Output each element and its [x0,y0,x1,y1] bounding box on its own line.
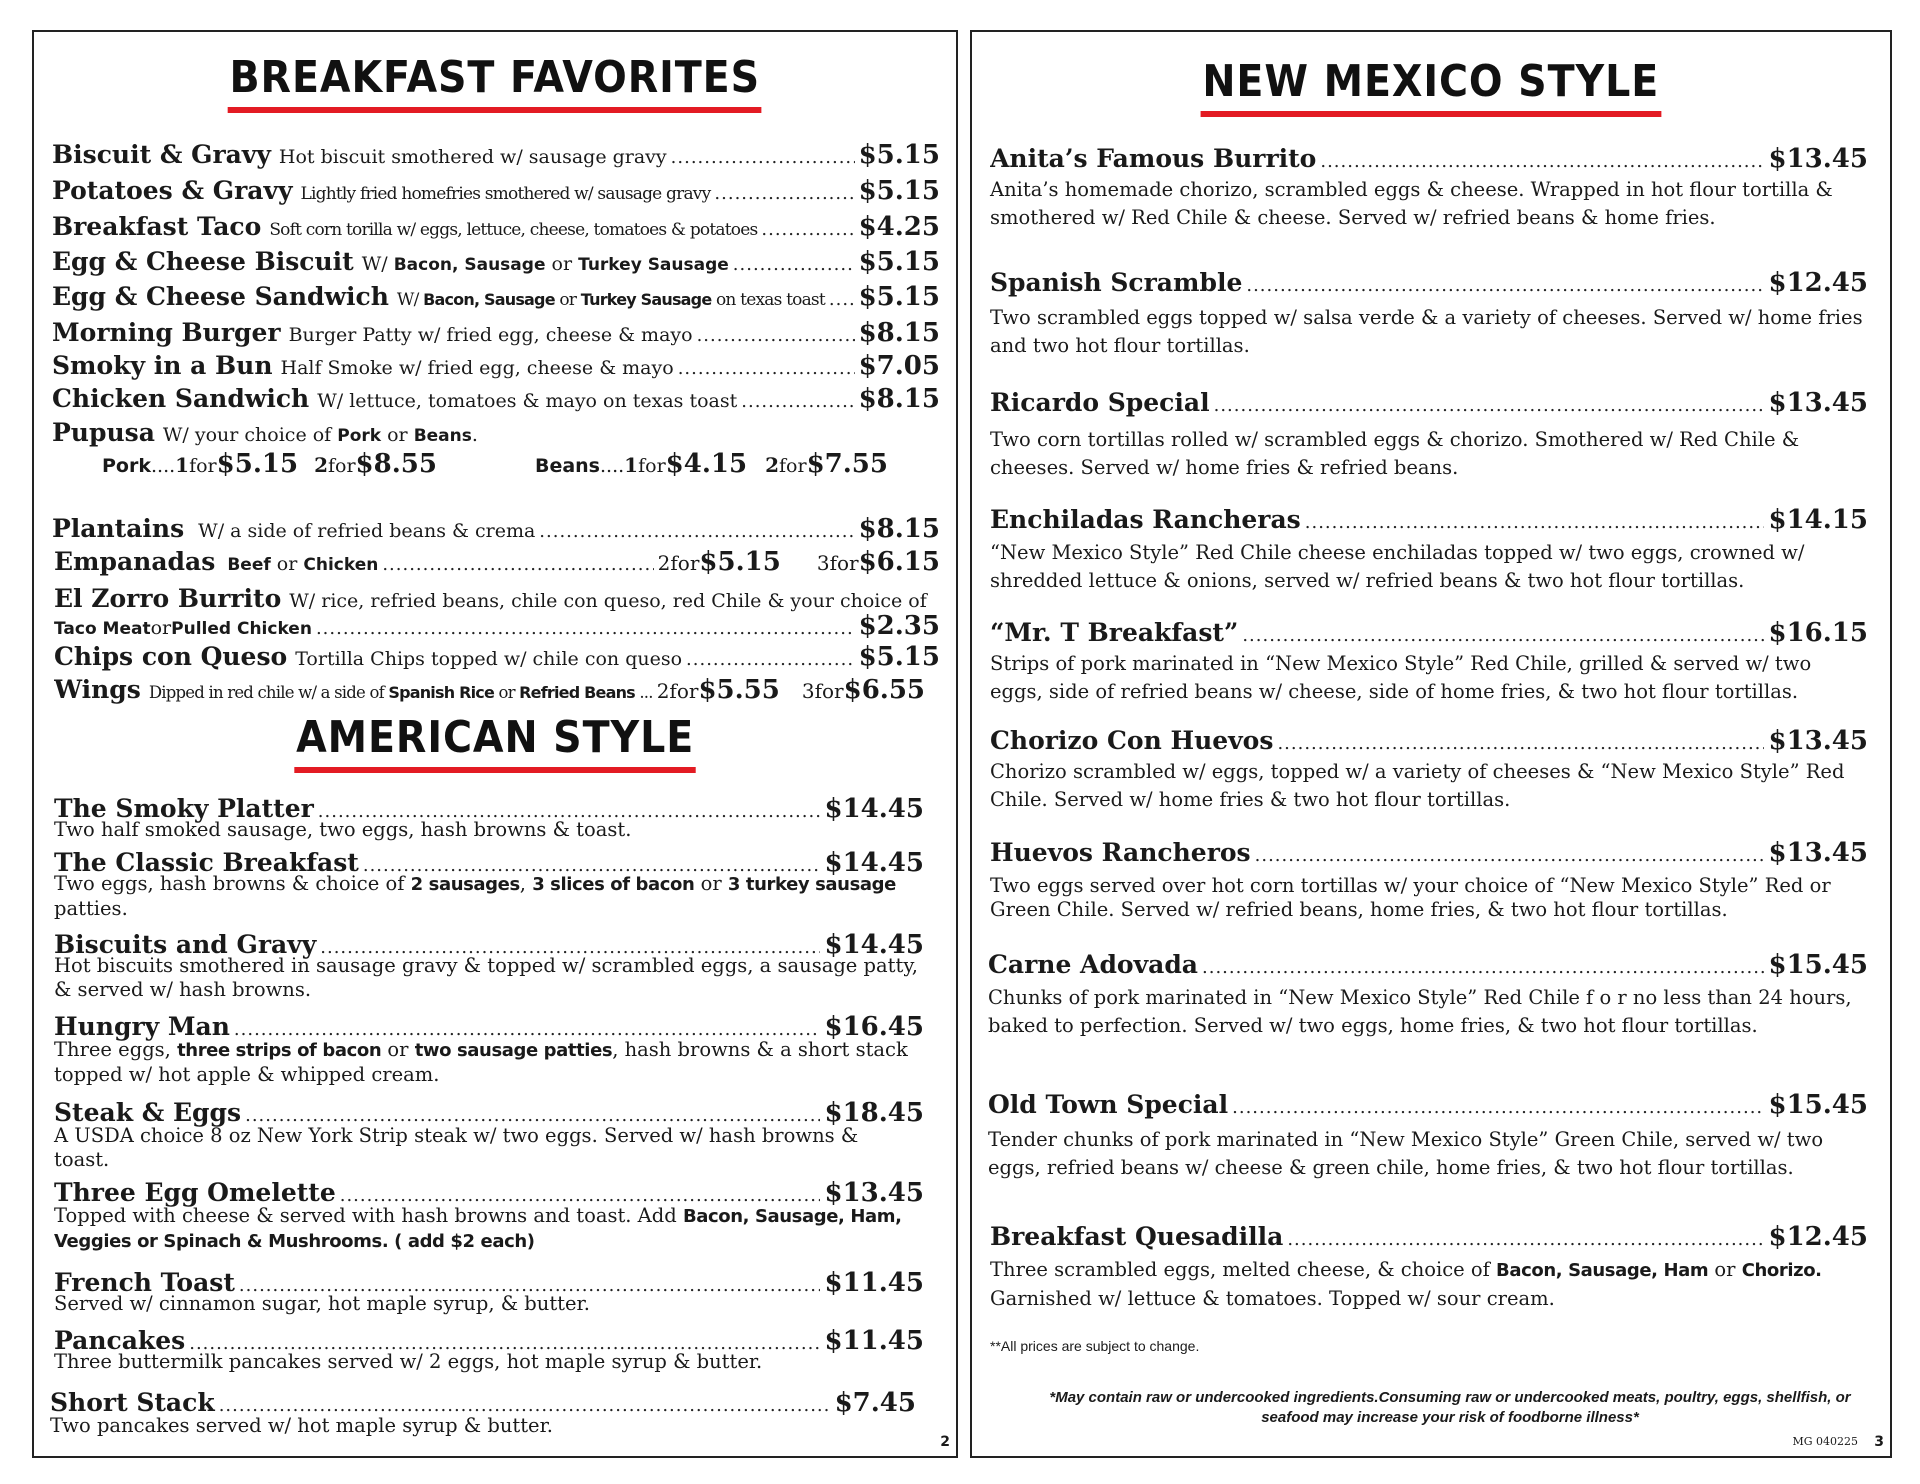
new-mexico-heading-wrap [972,56,1890,117]
item-price: $13.45 [1768,726,1868,756]
item-detail: Three eggs, three strips of bacon or two sausage patties, hash browns & a short stack topped w/ hot apple & whipped cream. [54,1038,908,1086]
leader-dots [382,554,653,575]
item-desc: Soft corn torilla w/ eggs, lettuce, cheese, tomatoes & potatoes [269,220,758,240]
item-name: Chips con Queso [54,642,288,671]
item-desc: W/ lettuce, tomatoes & mayo on texas toast [317,390,738,412]
item-detail: Anita’s homemade chorizo, scrambled eggs & cheese. Wrapped in hot flour tortilla & smothered w/ Red Chile & cheese. Served w/ refried beans & home fries. [990,178,1833,229]
item-name: “Mr. T Breakfast” [990,618,1239,647]
leader-dots [714,183,854,204]
item-price: $8.15 [858,318,940,348]
item-name: Plantains [52,514,185,543]
item-price: $14.45 [824,848,924,878]
item-name: Spanish Scramble [990,268,1243,297]
item-name: Morning Burger [52,318,281,347]
item-price: $8.15 [858,514,940,544]
item-price: $5.15 [858,140,940,170]
menu-item [990,388,1868,482]
american-style-heading: AMERICAN STYLE [294,712,696,773]
item-price: $13.45 [1768,388,1868,418]
item-name: Biscuits and Gravy [54,930,317,959]
menu-item [54,642,940,672]
item-name: El Zorro Burrito [54,584,282,613]
item-name: Pupusa [52,418,155,447]
leader-dots [316,618,855,639]
item-price: $18.45 [824,1098,924,1128]
page-number: 3 [1874,1434,1884,1450]
leader-dots [733,254,855,275]
item-name: Egg & Cheese Biscuit [52,247,354,276]
leader-dots [1242,625,1764,646]
item-detail: Two half smoked sausage, two eggs, hash browns & toast. [54,818,632,841]
beans-price-1: $4.15 [665,449,748,479]
item-name: Ricardo Special [990,388,1210,417]
item-price: $13.45 [1768,838,1868,868]
item-name: Old Town Special [988,1090,1229,1119]
item-desc: Lightly fried homefries smothered w/ sausage gravy [300,184,711,204]
item-detail: Two corn tortillas rolled w/ scrambled eggs & chorizo. Smothered w/ Red Chile & cheeses. Served w/ home fries & refried beans. [990,428,1800,479]
item-price: $11.45 [824,1268,924,1298]
menu-item [52,351,940,381]
new-mexico-style-heading: NEW MEXICO STYLE [1201,56,1661,117]
item-name: Chorizo Con Huevos [990,726,1274,755]
item-price: $16.45 [824,1012,924,1042]
leader-dots [234,1019,821,1040]
menu-item: Wings Dipped in red chile w/ a side of Spanish Rice or Refried Beans ... 2 for $5.55 3 for $6.55 [54,675,926,705]
leader-dots [539,521,854,542]
menu-item [54,1098,924,1172]
item-detail: A USDA choice 8 oz New York Strip steak w/ two eggs. Served w/ hash browns & toast. [54,1124,859,1171]
left-menu-page [32,30,958,1458]
item-price: $12.45 [1768,268,1868,298]
item-price: $13.45 [1768,144,1868,174]
item-detail: Two eggs served over hot corn tortillas w/ your choice of “New Mexico Style” Red or Green Chile. Served w/ refried beans, home fries, & two hot flour tortillas. [990,874,1831,921]
item-name: Enchiladas Rancheras [990,505,1301,534]
item-price: $5.15 [858,642,940,672]
menu-item [54,848,924,921]
leader-dots [1277,733,1764,754]
menu-item [52,384,940,414]
american-heading-wrap [34,712,956,773]
item-detail: Chunks of pork marinated in “New Mexico Style” Red Chile f o r no less than 24 hours, baked to perfection. Served w/ two eggs, home fries, & two hot flour tortillas. [988,986,1852,1037]
item-detail: Three scrambled eggs, melted cheese, & choice of Bacon, Sausage, Ham or Chorizo. Garnished w/ lettuce & tomatoes. Topped w/ sour cream. [990,1258,1822,1310]
menu-item [54,1178,924,1254]
pork-label: Pork [102,455,151,477]
breakfast-favorites-heading: BREAKFAST FAVORITES [228,52,762,113]
item-name: Biscuit & Gravy [52,140,271,169]
menu-item [990,1222,1868,1313]
pulled-chicken-option: Pulled Chicken [171,619,312,639]
leader-dots [245,1105,820,1126]
taco-meat-option: Taco Meat [54,619,151,639]
item-name: French Toast [54,1268,235,1297]
menu-item [54,1268,924,1316]
item-price: $13.45 [824,1178,924,1208]
item-desc: W/ Bacon, Sausage or Turkey Sausage on texas toast [396,290,825,310]
leader-dots [741,391,854,412]
item-name: Egg & Cheese Sandwich [52,282,389,311]
item-desc: Beef or Chicken [227,553,379,575]
item-detail: Two eggs, hash browns & choice of 2 sausages, 3 slices of bacon or 3 turkey sausage patties. [54,872,896,920]
item-name: Potatoes & Gravy [52,176,293,205]
pupusa-prices: Pork .... 1 for $5.15 2 for $8.55 Beans .... 1 for $4.15 2 for $7.55 [102,449,888,479]
item-desc: Burger Patty w/ fried egg, cheese & mayo [288,324,693,346]
item-name: The Classic Breakfast [54,848,359,877]
item-detail: Tender chunks of pork marinated in “New Mexico Style” Green Chile, served w/ two eggs, refried beans w/ cheese & green chile, home fries, & two hot flour tortillas. [988,1128,1824,1179]
wings-price-1: $5.55 [698,675,780,705]
breakfast-heading-wrap [34,52,956,113]
leader-dots [219,1395,831,1416]
item-price: $7.45 [834,1388,916,1418]
beans-price-2: $7.55 [806,449,888,479]
menu-item [990,144,1868,232]
item-price: $15.45 [1768,950,1868,980]
empanada-price-1: $5.15 [699,547,781,577]
leader-dots [1232,1097,1764,1118]
menu-item [990,726,1868,814]
item-price: $15.45 [1768,1090,1868,1120]
item-desc: W/ rice, refried beans, chile con queso, red Chile & your choice of [289,590,927,612]
item-detail: Hot biscuits smothered in sausage gravy & topped w/ scrambled eggs, a sausage patty, & served w/ hash browns. [54,954,918,1001]
item-desc: W/ your choice of Pork or Beans. [162,424,478,446]
menu-item [54,794,924,842]
beans-label: Beans [534,455,600,477]
item-price: $5.15 [858,282,940,312]
menu-item [988,1090,1868,1182]
empanada-price-2: $6.15 [858,547,940,577]
item-price: $7.05 [858,351,940,381]
item-name: Hungry Man [54,1012,230,1041]
menu-item: Empanadas Beef or Chicken ..... 2 for $5.15 3 for $6.15 [54,547,940,577]
item-detail: Three buttermilk pancakes served w/ 2 eggs, hot maple syrup & butter. [54,1350,763,1373]
item-name: Pancakes [54,1326,186,1355]
item-price: $2.35 [858,611,940,641]
menu-item [52,212,940,242]
menu-item [990,618,1868,706]
pork-price-1: $5.15 [216,449,299,479]
item-price: $5.15 [858,176,940,206]
menu-item [52,140,940,170]
menu-code: MG 040225 [1792,1435,1858,1448]
item-name: Smoky in a Bun [52,351,273,380]
item-detail: Two pancakes served w/ hot maple syrup & butter. [50,1414,553,1437]
menu-item [990,268,1868,360]
item-name: Three Egg Omelette [54,1178,336,1207]
item-desc: Half Smoke w/ fried egg, cheese & mayo [280,357,674,379]
item-name: Breakfast Quesadilla [990,1222,1284,1251]
item-detail: Served w/ cinnamon sugar, hot maple syrup, & butter. [54,1292,590,1315]
item-price: $14.45 [824,794,924,824]
item-name: The Smoky Platter [54,794,314,823]
leader-dots [697,325,855,346]
menu-item [54,930,924,1002]
item-name: Chicken Sandwich [52,384,310,413]
menu-item [990,505,1868,595]
item-detail: Chorizo scrambled w/ eggs, topped w/ a variety of cheeses & “New Mexico Style” Red Chile. Served w/ home fries & two hot flour tortillas. [990,760,1845,811]
leader-dots [1246,275,1764,296]
foodborne-warning: *May contain raw or undercooked ingredients.Consuming raw or undercooked meats, poultry, eggs, shellfish, or seafood may increase your risk of foodborne illness* [1049,1389,1851,1426]
menu-item [54,1326,924,1374]
menu-item [990,838,1868,922]
pupusa-item [52,418,940,479]
pork-price-2: $8.55 [355,449,437,479]
menu-item [52,514,940,544]
menu-item [52,282,940,312]
leader-dots [340,1185,821,1206]
item-desc: Dipped in red chile w/ a side of Spanish Rice or Refried Beans ... [148,683,653,702]
leader-dots [1305,512,1765,533]
leader-dots [1214,395,1765,416]
leader-dots [1287,1229,1764,1250]
item-price: $16.15 [1768,618,1868,648]
menu-item [54,1012,924,1087]
leader-dots [671,147,855,168]
item-desc: Tortilla Chips topped w/ chile con queso [295,648,683,670]
item-price: $14.45 [824,930,924,960]
right-menu-page [970,30,1892,1458]
leader-dots [1202,957,1764,978]
item-name: Short Stack [50,1388,215,1417]
item-detail: Two scrambled eggs topped w/ salsa verde & a variety of cheeses. Served w/ home fries and two hot flour tortillas. [990,306,1863,357]
menu-item [52,247,940,277]
leader-dots [761,219,854,240]
menu-item [988,950,1868,1040]
item-desc: W/ Bacon, Sausage or Turkey Sausage [361,253,729,275]
leader-dots [678,358,855,379]
item-detail: Topped with cheese & served with hash browns and toast. Add Bacon, Sausage, Ham, Veggies or Spinach & Mushrooms. ( add $2 each) [54,1204,902,1252]
menu-item [50,1388,916,1438]
item-price: $5.15 [858,247,940,277]
leader-dots [829,289,855,310]
leader-dots [686,649,855,670]
item-price: $14.15 [1768,505,1868,535]
wings-price-2: $6.55 [843,675,926,705]
menu-item [52,176,940,206]
page-number: 2 [940,1434,950,1450]
item-name: Breakfast Taco [52,212,262,241]
item-price: $12.45 [1768,1222,1868,1252]
item-name: Wings [54,675,141,704]
item-name: Empanadas [54,547,216,576]
zorro-item: El Zorro Burrito W/ rice, refried beans, chile con queso, red Chile & your choice of Taco Meat or Pulled Chicken ..... $2.35 [54,584,940,641]
menu-item [52,318,940,348]
item-name: Steak & Eggs [54,1098,242,1127]
leader-dots [1320,151,1764,172]
item-price: $8.15 [858,384,940,414]
price-note: **All prices are subject to change. [990,1338,1200,1354]
item-desc: W/ a side of refried beans & crema [198,520,536,542]
item-detail: Strips of pork marinated in “New Mexico Style” Red Chile, grilled & served w/ two eggs, side of refried beans w/ cheese, side of home fries, & two hot flour tortillas. [990,652,1812,703]
item-name: Carne Adovada [988,950,1199,979]
item-price: $4.25 [858,212,940,242]
leader-dots [1255,845,1765,866]
item-name: Anita’s Famous Burrito [990,144,1317,173]
item-price: $11.45 [824,1326,924,1356]
item-name: Huevos Rancheros [990,838,1251,867]
item-desc: Hot biscuit smothered w/ sausage gravy [278,146,667,168]
item-detail: “New Mexico Style” Red Chile cheese enchiladas topped w/ two eggs, crowned w/ shredded lettuce & onions, served w/ refried beans & two hot flour tortillas. [990,541,1805,592]
